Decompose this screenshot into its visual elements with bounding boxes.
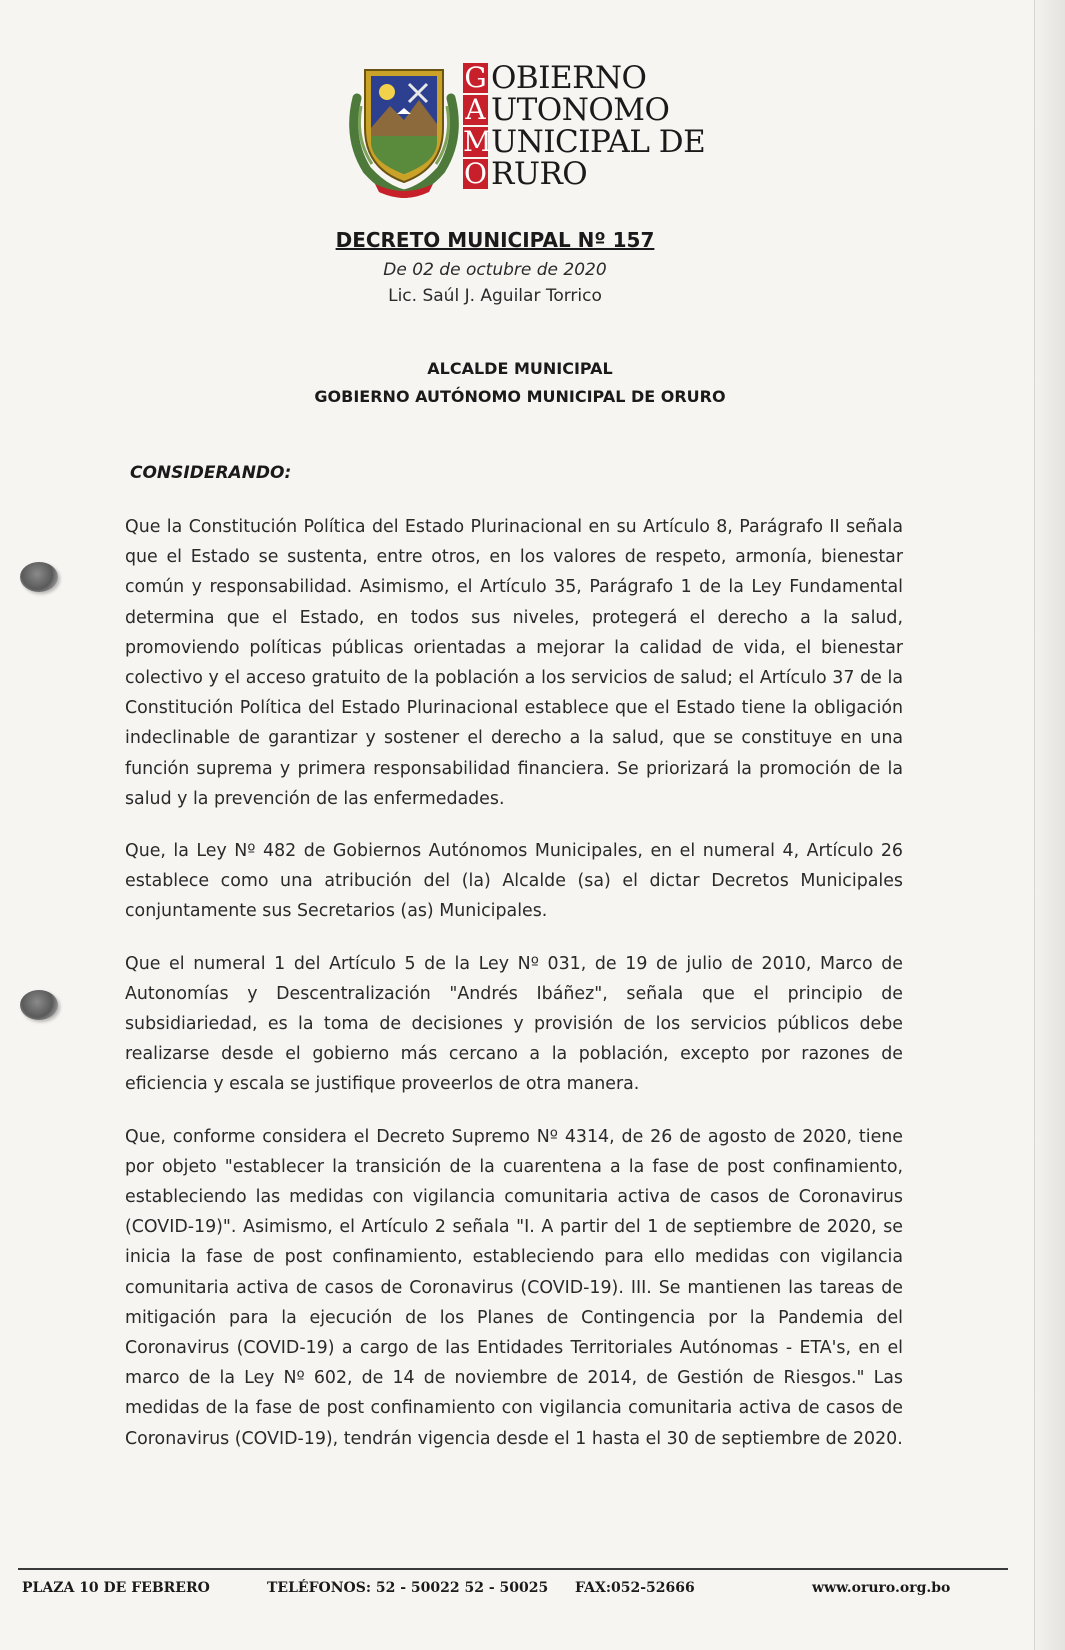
- footer-divider: [18, 1568, 1008, 1570]
- gamo-word: OBIERNO: [491, 60, 647, 96]
- gamo-word: RURO: [491, 156, 588, 192]
- decree-heading: [250, 228, 770, 306]
- gamo-wordmark: [463, 62, 705, 190]
- gamo-word: UTONOMO: [491, 92, 670, 128]
- gamo-line-1: [463, 62, 705, 94]
- decree-date: De 02 de octubre de 2020: [383, 260, 607, 280]
- authority-institution: GOBIERNO AUTÓNOMO MUNICIPAL DE ORURO: [314, 387, 726, 406]
- document-body: [125, 512, 903, 1476]
- coat-of-arms-icon: [345, 58, 463, 198]
- punch-hole-bottom: [20, 990, 58, 1020]
- footer-fax: FAX:052-52666: [575, 1580, 695, 1596]
- footer: [22, 1574, 1007, 1604]
- decree-title: DECRETO MUNICIPAL Nº 157: [335, 228, 655, 252]
- page-edge: [1034, 0, 1065, 1650]
- section-heading: CONSIDERANDO:: [130, 463, 292, 483]
- paragraph-4: Que, conforme considera el Decreto Supremo Nº 4314, de 26 de agosto de 2020, tiene por objeto "establecer la transición de la cuarentena a la fase de post confinamiento, estableciendo las medidas con vigilancia comunitaria activa de casos de Coronavirus (COVID-19)". Asimismo, el Artículo 2 señala "I. A partir del 1 de septiembre de 2020, se inicia la fase de post confinamiento, estableciendo para ello medidas con vigilancia comunitaria activa de casos de Coronavirus (COVID-19). III. Se mantienen las tareas de mitigación para la ejecución de los Planes de Contingencia por la Pandemia del Coronavirus (COVID-19) a cargo de las Entidades Territoriales Autónomas - ETA's, en el marco de la Ley Nº 602, de 14 de noviembre de 2014, de Gestión de Riesgos." Las medidas de la fase de post confinamiento con vigilancia comunitaria activa de casos de Coronavirus (COVID-19), tendrán vigencia desde el 1 hasta el 30 de septiembre de 2020.: [125, 1126, 903, 1449]
- decree-signer: Lic. Saúl J. Aguilar Torrico: [388, 286, 602, 306]
- authority-block: [240, 355, 800, 411]
- gamo-initial: O: [464, 157, 487, 190]
- footer-address: PLAZA 10 DE FEBRERO: [22, 1580, 210, 1596]
- paragraph-3: Que el numeral 1 del Artículo 5 de la Ley Nº 031, de 19 de julio de 2010, Marco de Autonomías y Descentralización "Andrés Ibáñez", señala que el principio de subsidiariedad, es la toma de decisiones y provisión de los servicios públicos debe realizarse desde el gobierno más cercano a la población, excepto por razones de eficiencia y escala se justifique proveerlos de otra manera.: [125, 953, 903, 1095]
- gamo-line-3: [463, 126, 705, 158]
- footer-phones: TELÉFONOS: 52 - 50022 52 - 50025: [267, 1580, 549, 1596]
- gamo-initial: M: [463, 125, 492, 158]
- authority-title: ALCALDE MUNICIPAL: [427, 359, 613, 378]
- footer-website: www.oruro.org.bo: [812, 1580, 951, 1596]
- gamo-word: UNICIPAL DE: [491, 124, 706, 160]
- paragraph-2: Que, la Ley Nº 482 de Gobiernos Autónomos Municipales, en el numeral 4, Artículo 26 establece como una atribución del (la) Alcalde (sa) el dictar Decretos Municipales conjuntamente sus Secretarios (as) Municipales.: [125, 841, 903, 922]
- gamo-initial: G: [464, 61, 487, 94]
- gamo-line-4: [463, 158, 705, 190]
- letterhead: [345, 58, 725, 198]
- punch-hole-top: [20, 562, 58, 592]
- gamo-initial: A: [463, 95, 488, 125]
- paragraph-1: Que la Constitución Política del Estado Plurinacional en su Artículo 8, Parágrafo II señala que el Estado se sustenta, entre otros, en los valores de respeto, armonía, bienestar común y responsabilidad. Asimismo, el Artículo 35, Parágrafo 1 de la Ley Fundamental determina que el Estado, en todos sus niveles, protegerá el derecho a la salud, promoviendo políticas públicas orientadas a mejorar la calidad de vida, el bienestar colectivo y el acceso gratuito de la población a los servicios de salud; el Artículo 37 de la Constitución Política del Estado Plurinacional establece que el Estado tiene la obligación indeclinable de garantizar y sostener el derecho a la salud, que se constituye en una función suprema y primera responsabilidad financiera. Se priorizará la promoción de la salud y la prevención de las enfermedades.: [125, 517, 903, 809]
- gamo-line-2: [463, 94, 705, 126]
